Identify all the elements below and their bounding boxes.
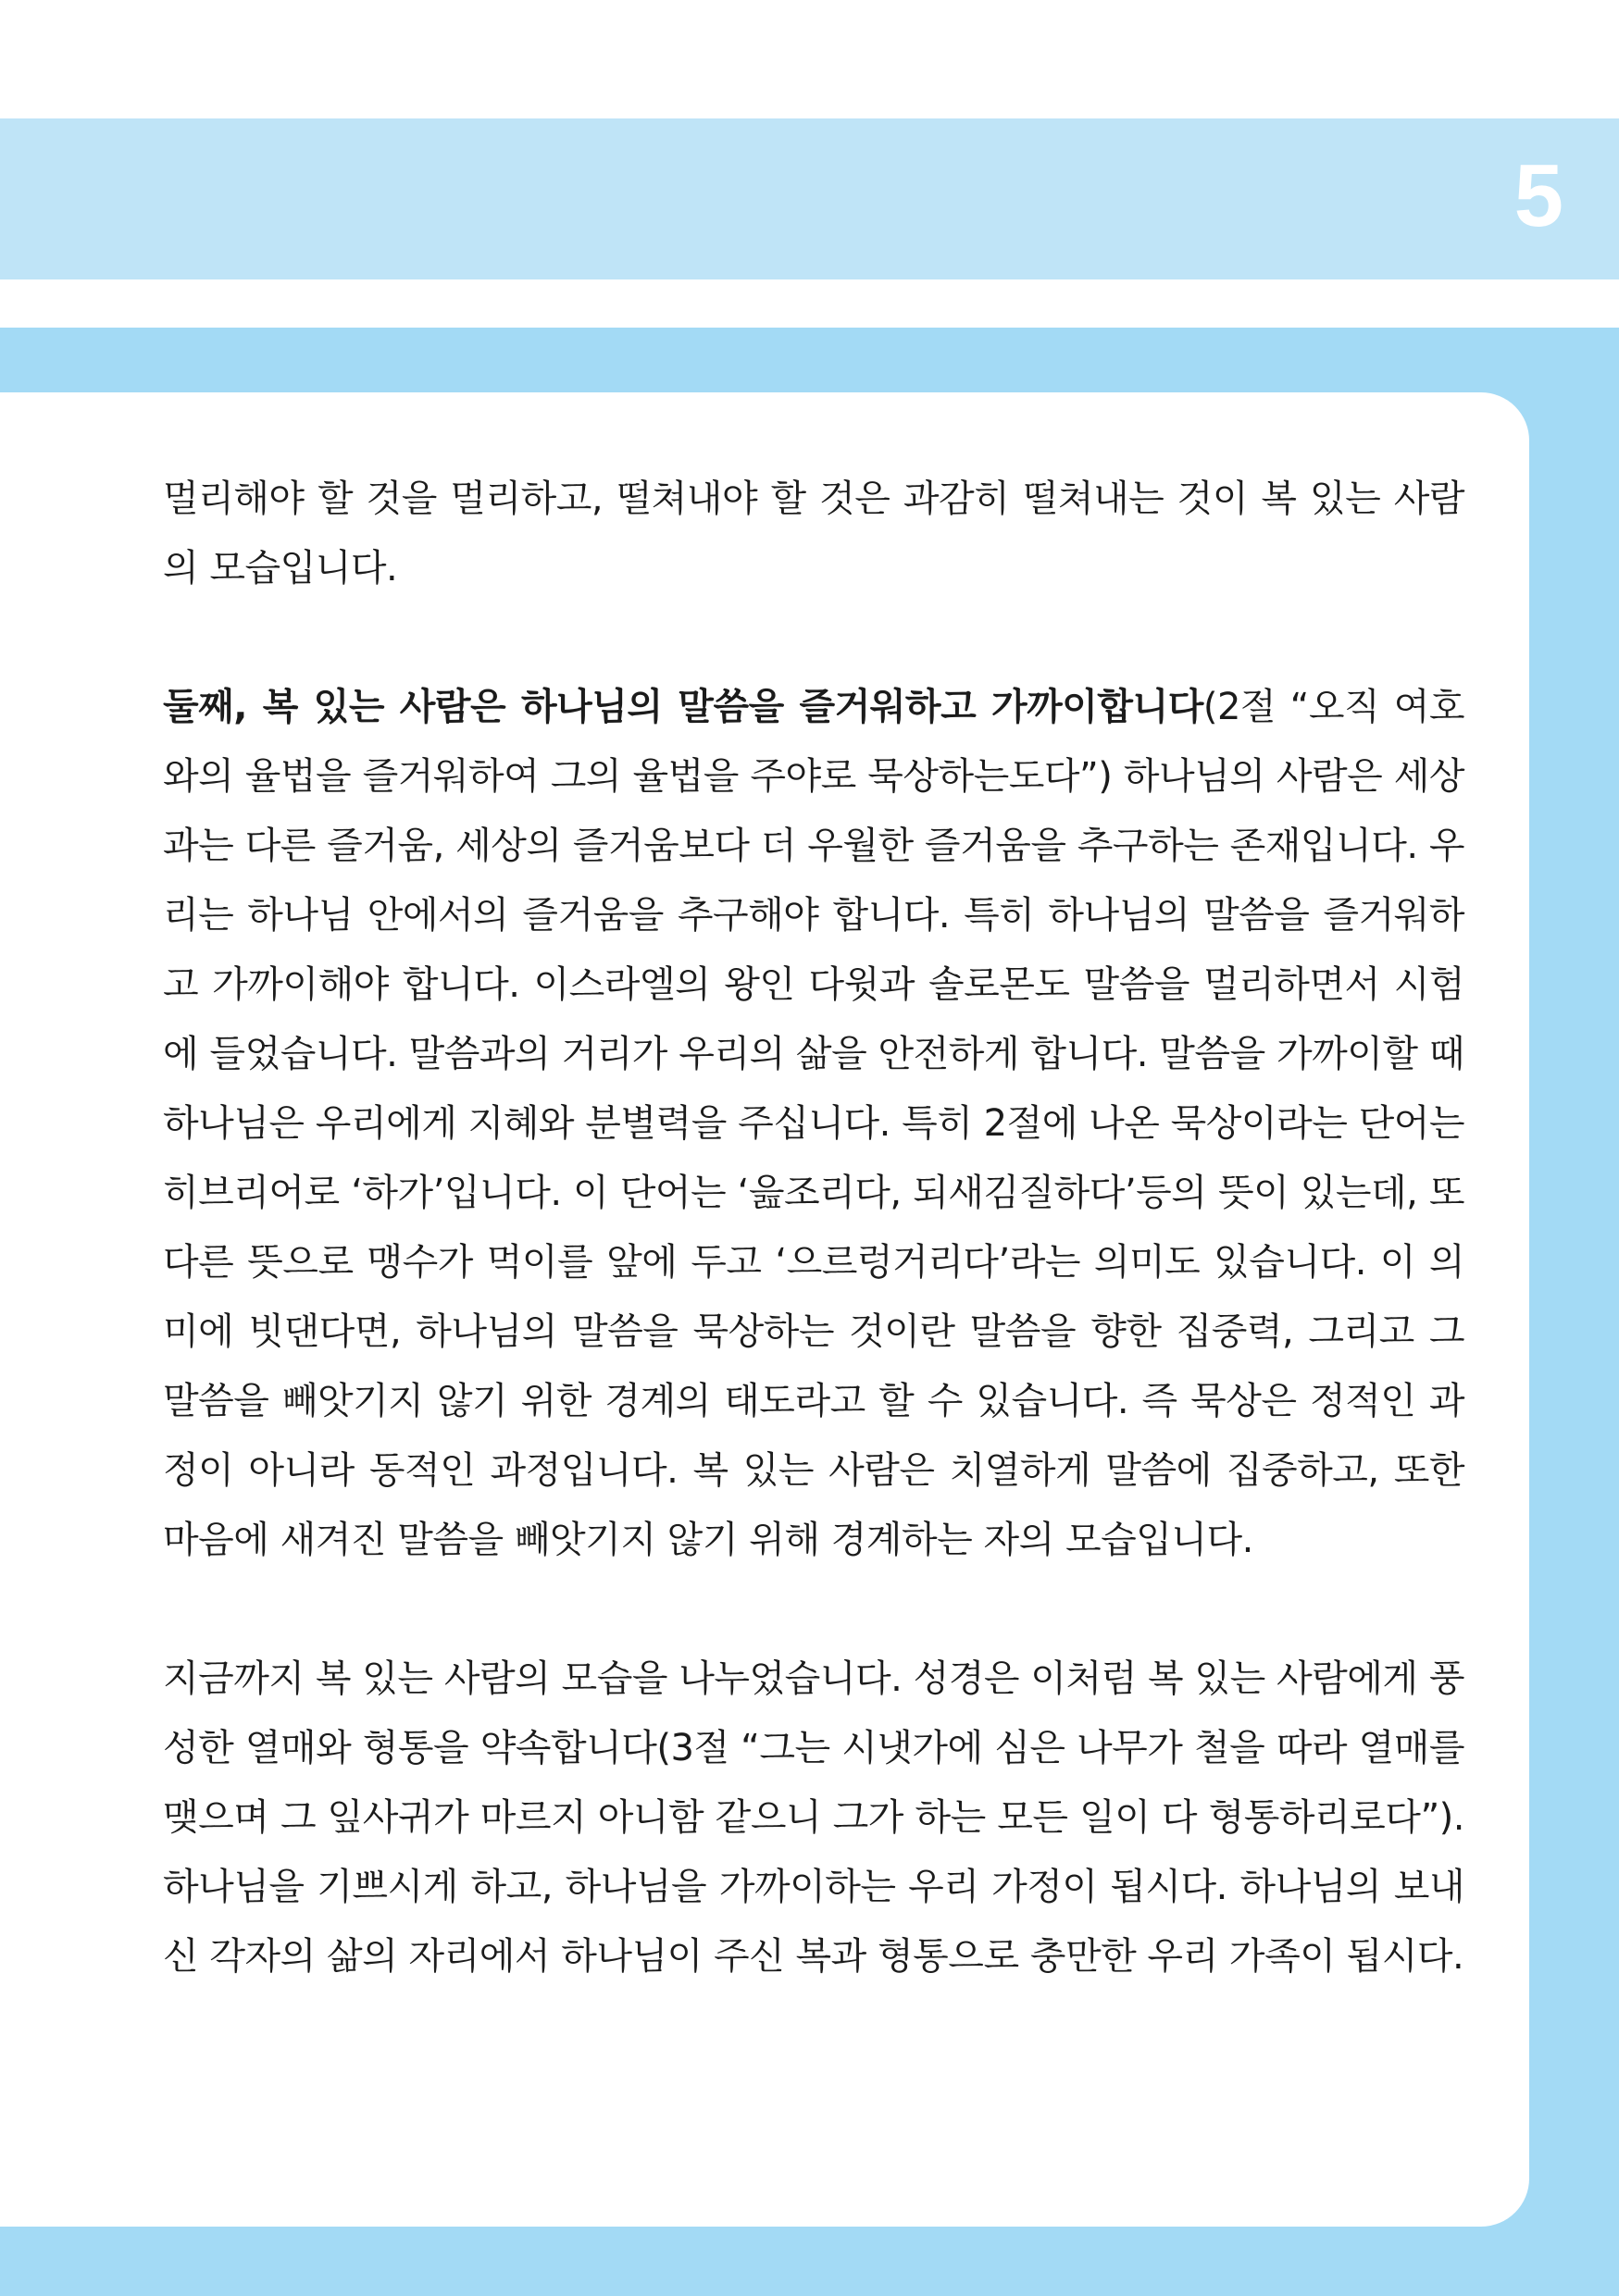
- paragraph-2-rest: (2절 “오직 여호와의 율법을 즐거워하여 그의 율법을 주야로 묵상하는도다”) 하나님의 사람은 세상과는 다른 즐거움, 세상의 즐거움보다 더 우월한 즐거움을 추구하는 존재입니다. 우리는 하나님 안에서의 즐거움을 추구해야 합니다. 특히 하나님의 말씀을 즐거워하고 가까이해야 합니다. 이스라엘의 왕인 다윗과 솔로몬도 말씀을 멀리하면서 시험에 들었습니다. 말씀과의 거리가 우리의 삶을 안전하게 합니다. 말씀을 가까이할 때 하나님은 우리에게 지혜와 분별력을 주십니다. 특히 2절에 나온 묵상이라는 단어는 히브리어로 ‘하가’입니다. 이 단어는 ‘읊조리다, 되새김질하다’등의 뜻이 있는데, 또 다른 뜻으로 맹수가 먹이를 앞에 두고 ‘으르렁거리다’라는 의미도 있습니다. 이 의미에 빗댄다면, 하나님의 말씀을 묵상하는 것이란 말씀을 향한 집중력, 그리고 그 말씀을 빼앗기지 않기 위한 경계의 태도라고 할 수 있습니다. 즉 묵상은 정적인 과정이 아니라 동적인 과정입니다. 복 있는 사람은 치열하게 말씀에 집중하고, 또한 마음에 새겨진 말씀을 빼앗기지 않기 위해 경계하는 자의 모습입니다.: [163, 686, 1464, 1561]
- body-text: [163, 465, 1464, 1992]
- paragraph-3: 지금까지 복 있는 사람의 모습을 나누었습니다. 성경은 이처럼 복 있는 사람에게 풍성한 열매와 형통을 약속합니다(3절 “그는 시냇가에 심은 나무가 철을 따라 열매를 맺으며 그 잎사귀가 마르지 아니함 같으니 그가 하는 모든 일이 다 형통하리로다”). 하나님을 기쁘시게 하고, 하나님을 가까이하는 우리 가정이 됩시다. 하나님의 보내신 각자의 삶의 자리에서 하나님이 주신 복과 형통으로 충만한 우리 가족이 됩시다.: [163, 1657, 1464, 1978]
- header-band: [0, 118, 1619, 279]
- paragraph-1: 멀리해야 할 것을 멀리하고, 떨쳐내야 할 것은 과감히 떨쳐내는 것이 복 있는 사람의 모습입니다.: [163, 478, 1464, 590]
- paragraph-2: [163, 673, 1464, 1575]
- page-number: 5: [1513, 146, 1563, 245]
- paragraph-2-bold-lead: 둘째, 복 있는 사람은 하나님의 말씀을 즐거워하고 가까이합니다: [163, 686, 1203, 728]
